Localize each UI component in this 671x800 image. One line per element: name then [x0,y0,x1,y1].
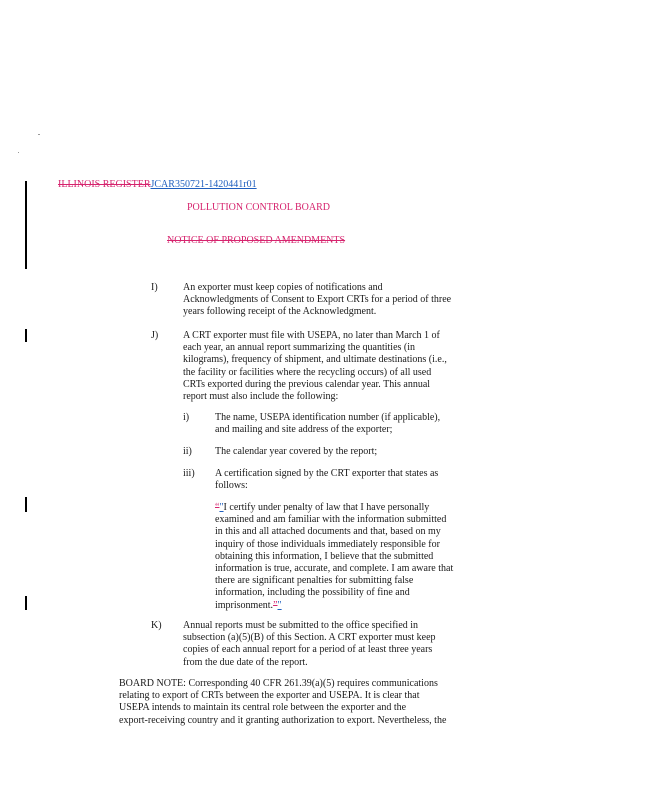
speck [38,134,40,135]
register-inserted: JCAR350721-1420441r01 [150,179,257,190]
text-line: A certification signed by the CRT exporter that states as [215,468,439,479]
item-text [183,282,451,319]
subitem-text [215,468,438,492]
board-title: POLLUTION CONTROL BOARD [187,202,330,213]
item-label: K) [151,620,162,631]
text-line: report must also include the following: [183,391,339,403]
item-label: J) [151,330,159,341]
notice-title: NOTICE OF PROPOSED AMENDMENTS [167,235,346,246]
text-line: follows: [215,480,248,492]
text-line: Annual reports must be submitted to the office specified in [183,620,419,631]
quote-close-inserted: " [277,599,282,611]
text-line: subsection (a)(5)(B) of this Section. A CRT exporter must keep [183,632,436,644]
text-line: Acknowledgments of Consent to Export CRTs for a period of three [183,294,452,306]
text-line: An exporter must keep copies of notifications and [183,282,383,293]
text-line: USEPA intends to maintain its central role between the exporter and the [119,702,407,714]
text-line: CRTs exported during the previous calendar year. This annual [183,378,431,390]
change-bar [25,181,27,269]
text-line: The calendar year covered by the report; [215,446,378,457]
text-line: years following receipt of the Acknowledgment. [183,306,377,318]
text-line: and mailing and site address of the exporter; [215,424,393,436]
text-line: copies of each annual report for a period of at least three years [183,644,433,656]
text-line: information, including the possibility of fine and [215,587,410,599]
item-label: I) [151,282,158,293]
text-line [215,600,453,612]
subitem-label: iii) [183,468,195,479]
subitem-text [215,412,440,436]
text-line: information is true, accurate, and complete. I am aware that [215,563,454,575]
text-line: each year, an annual report summarizing the quantities (in [183,342,416,354]
quote-open-inserted: " [219,502,224,513]
text-line: export-receiving country and it granting authorization to export. Nevertheless, the [119,714,447,726]
quote-open-deleted: “ [215,502,220,513]
text-line: kilograms), frequency of shipment, and ultimate destinations (i.e., [183,354,447,366]
register-header [58,179,257,191]
register-deleted: ILLINOIS REGISTER [58,179,151,190]
subitem-text [215,446,377,458]
text-line: there are significant penalties for submitting false [215,575,414,587]
text-line: in this and all attached documents and that, based on my [215,526,441,538]
change-bar [25,329,27,342]
text-line [215,502,453,514]
subitem-label: ii) [183,446,192,457]
text-line: BOARD NOTE: Corresponding 40 CFR 261.39(a)(5) requires communications [119,678,438,689]
text-line: A CRT exporter must file with USEPA, no later than March 1 of [183,330,440,341]
change-bar [25,596,27,610]
quote-close-deleted: ” [273,599,278,611]
item-text [183,330,447,403]
subitem-label: i) [183,412,190,423]
quote-line: imprisonment. [215,599,274,611]
speck [18,152,19,153]
text-line: obtaining this information, I believe that the submitted [215,550,434,562]
text-line: The name, USEPA identification number (if applicable), [215,412,441,423]
text-line: inquiry of those individuals immediately responsible for [215,538,440,550]
text-line: examined and am familiar with the information submitted [215,514,447,526]
item-text [183,620,436,669]
board-note [119,678,446,727]
text-line: from the due date of the report. [183,656,308,668]
change-bar [25,497,27,512]
certification-quote [215,502,453,612]
text-line: relating to export of CRTs between the exporter and USEPA. It is clear that [119,690,420,702]
text-line: the facility or facilities where the recycling occurs) of all used [183,366,432,378]
quote-line: I certify under penalty of law that I have personally [223,502,430,513]
